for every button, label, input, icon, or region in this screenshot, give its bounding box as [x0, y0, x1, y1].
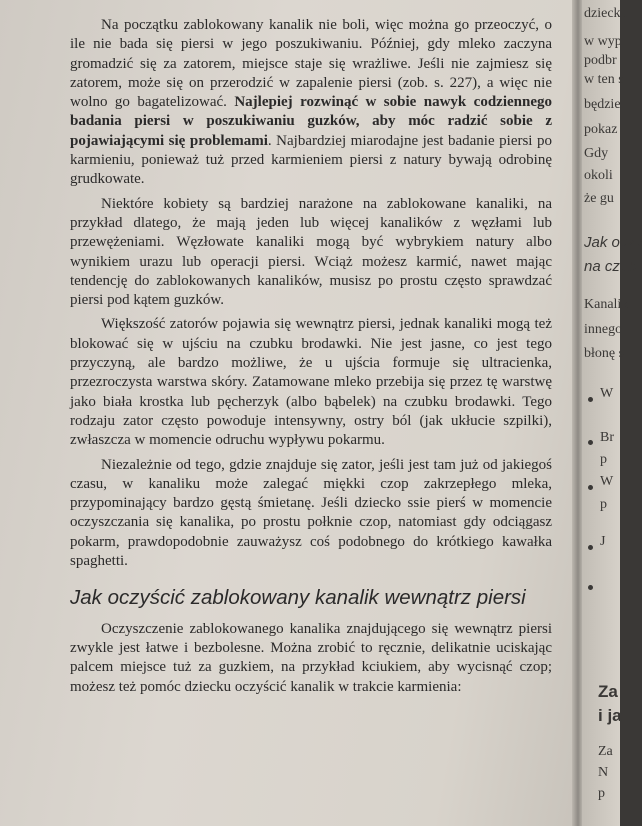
- right-page-fragment: dziecku: [584, 6, 628, 21]
- right-page-fragment: Br: [600, 430, 614, 445]
- bullet-icon: [588, 397, 593, 402]
- right-page-bold-fragment: i ja: [598, 706, 622, 725]
- right-page-fragment: p: [598, 786, 605, 801]
- paragraph-5: Oczyszczenie zablokowanego kanalika znajdującego się wewnątrz piersi zwykle jest łatwe i bezbolesne. Można zrobić to ręcznie, delikatnie uciskając palcem miejsce tuż za guzkiem, na przykład kciukiem, aby wycisnąć czop; możesz też pomóc dziecku oczyścić kanalik w trakcie karmienia:: [70, 620, 552, 695]
- right-book-page: [582, 0, 642, 826]
- paragraph-3: Większość zatorów pojawia się wewnątrz piersi, jednak kanaliki mogą też blokować się w ujściu na czubku brodawki. Nie jest jasne, co jest tego przyczyną, ale bardzo możliwe, że u ujścia formuje się ultracienka, przezroczysta warstwa skóry. Zatamowane mleko przebija się przez tę warstwę jako biała krostka lub pęcherzyk (albo bąbelek) na czubku brodawki. Tego rodzaju zator często powoduje intensywny, ostry ból (jak ukłucie szpilki), zwłaszcza w momencie odruchu wypływu pokarmu.: [70, 316, 552, 449]
- paragraph-2: Niektóre kobiety są bardziej narażone na zablokowane kanaliki, na przykład dlatego, że mają jeden lub więcej kanalików z węzłami lub przewężeniami. Węzłowate kanaliki mogą być wybrykiem natury albo wynikiem urazu lub operacji piersi. Wciąż możesz karmić, nawet mając tendencję do zablokowanych kanalików, musisz po prostu często sprawdzać piersi pod kątem guzków.: [70, 195, 552, 309]
- section-heading: Jak oczyścić zablokowany kanalik wewnątrz piersi: [70, 586, 526, 610]
- right-page-fragment: pokaz: [584, 122, 618, 137]
- right-page-fragment: Kanalik: [584, 297, 629, 312]
- right-page-bold-fragment: Za: [598, 682, 618, 701]
- left-page-text: [70, 16, 552, 702]
- right-page-fragment: W: [600, 474, 614, 489]
- right-page-fragment: innego: [584, 322, 623, 337]
- bullet-icon: [588, 440, 593, 445]
- right-page-fragment: w wyp: [584, 34, 622, 49]
- right-page-fragment: W: [600, 386, 614, 401]
- paragraph-1-bold: Najlepiej rozwinąć w sobie nawyk codziennego badania piersi w poszukiwaniu guzków, aby móc radzić sobie z pojawiającymi się problemami: [70, 94, 553, 149]
- right-page-fragment: błonę s: [584, 346, 625, 361]
- right-page-fragment: Gdy: [584, 146, 609, 161]
- right-page-fragment: w ten s: [584, 72, 624, 87]
- right-page-fragment: p: [600, 452, 607, 467]
- right-page-fragment: okoli: [584, 168, 613, 183]
- paragraph-1-text: Na początku zablokowany kanalik nie boli, więc można go przeoczyć, o ile nie bada się piersi w jego poszukiwaniu. Później, gdy mleko zaczyna gromadzić się za zatorem, miejsce staje się wrażliwe. Jeśli nie zajmiesz się zatorem, może się on przerodzić w zapalenie piersi (zob. s. 227), a więc nie wolno go bagatelizować.: [70, 17, 552, 111]
- paragraph-1: [70, 16, 552, 190]
- bullet-icon: [588, 485, 593, 490]
- right-page-fragment: podbr: [584, 53, 617, 68]
- paragraph-4: Niezależnie od tego, gdzie znajduje się zator, jeśli jest tam już od jakiegoś czasu, w kanaliku może zalegać miękki czop zakrzepłego mleka, przypominający bardzo gęstą śmietanę. Jeśli dziecko ssie pierś w momencie oczyszczania się kanalika, po prostu połknie czop, natomiast gdy odciągasz pokarm, prawdopodobnie zauważysz coś podobnego do krótkiego kawałka spaghetti.: [70, 456, 552, 570]
- bullet-icon: [588, 585, 593, 590]
- right-page-heading-fragment: na czub: [584, 258, 637, 275]
- right-page-heading-fragment: Jak oczy: [584, 234, 642, 251]
- right-page-fragment: że gu: [584, 191, 614, 206]
- right-page-fragment: p: [600, 497, 607, 512]
- paragraph-1-after: . Najbardziej miarodajne jest badanie piersi po karmieniu, ponieważ tuż przed karmieniem piersi z natury bywają odrobinę grudkowate.: [70, 132, 552, 188]
- bullet-icon: [588, 545, 593, 550]
- right-page-fragment: N: [598, 765, 609, 780]
- right-page-fragment: Za: [598, 744, 613, 759]
- right-page-fragment: J: [600, 534, 606, 549]
- right-page-fragment: będzie: [584, 97, 621, 112]
